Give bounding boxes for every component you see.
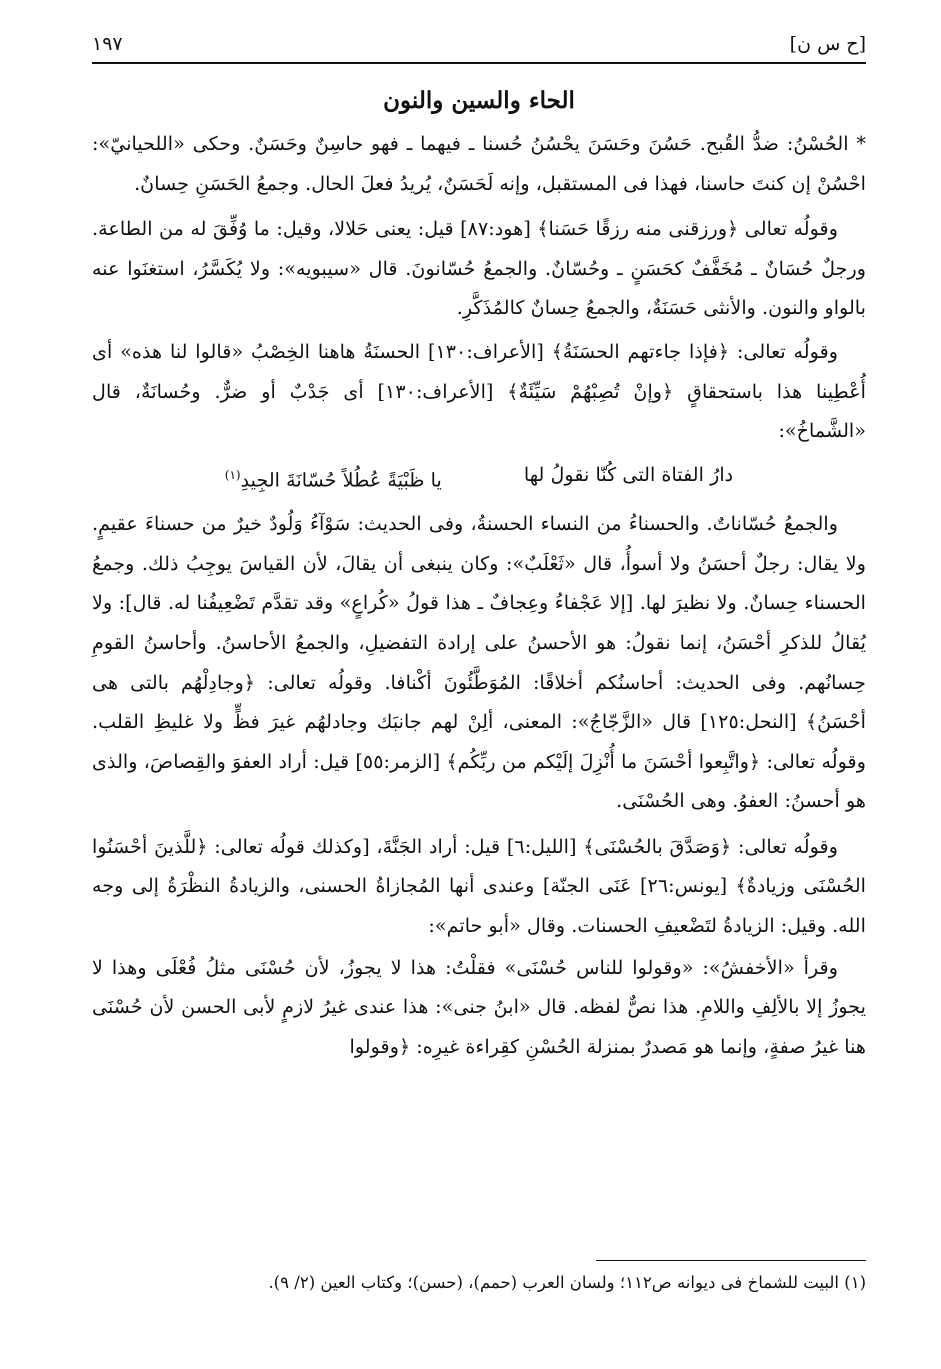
entry-title: الحاء والسين والنون: [383, 87, 575, 114]
paragraph: * الحُسْنُ: ضدُّ القُبح. حَسُنَ وحَسَنَ يحْسُنُ حُسنا ـ فيهما ـ فهو حاسِنٌ وحَسَنٌ. وحكى «اللحيانيّ»: احْسُنْ إن كنتَ حاسنا، فهذا فى المستقبل، وإنه لَحَسَنٌ، يُريدُ فعلَ الحال. وجمعُ الحَسَنِ حِسانٌ.: [92, 132, 866, 195]
running-head: [92, 24, 866, 56]
paragraph: وقولُه تعالى: ﴿فإذا جاءتهم الحسَنَةُ﴾ [الأعراف:١٣٠] الحسنَةُ هاهنا الخِصْبُ «قالوا لنا هذه» أى أُعْطِينا هذا باستحقاقٍ ﴿وإنْ تُصِبْهُمْ سَيِّئَةٌ﴾ [الأعراف:١٣٠] أى جَدْبٌ أو ضرٌّ. وحُسانَةٌ، قال «الشَّماخُ»:: [92, 339, 866, 443]
paragraph: وقرأ «الأخفشُ»: «وقولوا للناس حُسْنَى» فقلْتُ: هذا لا يجوزُ، لأن حُسْنَى مثلُ فُعْلَى وهذا لا يجوزُ إلا بالألِفِ واللامِ. هذا نصٌّ لفظه. قال «ابنُ جنى»: هذا عندى غيرُ لازمٍ لأبى الحسن لأن حُسْنَى هنا غيرُ صفةٍ، وإنما هو مَصدرٌ بمنزلة الحُسْنِ كقِراءة غيرِه: ﴿وقولوا: [92, 955, 866, 1058]
section-tag: [ح س ن]: [789, 33, 866, 55]
footnote-marker: (١): [224, 467, 241, 482]
verse-hemistich-first: دارُ الفتاة التى كُنّا نقولُ لها: [523, 462, 734, 486]
footnote-rule: [596, 1260, 866, 1261]
footnote: (١) البيت للشماخ فى ديوانه ص١١٢؛ ولسان العرب (حمم)، (حسن)؛ وكتاب العين (٢/ ٩).: [268, 1273, 866, 1292]
document-page: [92, 24, 866, 1354]
paragraph: والجمعُ حُسّاناتٌ. والحسناءُ من النساء الحسنةُ، وفى الحديث: سَوْآءُ وَلُودٌ خيرٌ من حسناءَ عقيمٍ. ولا يقال: رجلٌ أحسَنُ ولا أسوأُ، قال «ثَعْلَبٌ»: وكان ينبغى أن يقالَ، لأن القياسَ يوجِبُ ذلك. وجمعُ الحسناء حِسانٌ. ولا نظيرَ لها. [إلا عَجْفاءُ وعِجافٌ ـ هذا قولُ «كُراعٍ» وقد تقدَّم تَضْعِيفُنا له. قال]: ولا يُقالُ للذكرِ أحْسَنُ، إنما نقولُ: هو الأحسنُ على إرادة التفضيلِ، والجمعُ الأحاسنُ. وأحاسنُ القومِ حِسانُهم. وفى الحديث: أحاسنُكم أخلاقًا: المُوَطَّئُونَ أكْنافا. وقولُه تعالى: ﴿وجادِلْهُم بالتى هى أحْسَنُ﴾ [النحل:١٢٥] قال «الزَّجّاجُ»: المعنى، ألِنْ لهم جانبَك وجادلهُم غيرَ فظٍّ ولا غليظِ القلب. وقولُه تعالى: ﴿واتَّبِعوا أحْسَنَ ما أُنْزِلَ إلَيْكم من ربِّكُم﴾ [الزمر:٥٥] قيل: أراد العفوَ والقِصاصَ، والذى هو أحسنُ: العفوُ. وهى الحُسْنَى.: [92, 512, 866, 813]
paragraph: وقولُه تعالى ﴿ورزقنى منه رزقًا حَسَنا﴾ [هود:٨٧] قيل: يعنى حَلالا، وقيل: ما وُفِّقَ له من الطاعة. ورجلٌ حُسَانٌ ـ مُخَفَّفٌ كحَسَنٍ ـ وحُسّانٌ. والجمعُ حُسّانونَ. قال «سيبويه»: ولا يُكَسَّرُ، استغنَوا عنه بالواو والنون. والأنثى حَسَنَةٌ، والجمعُ حِسانٌ كالمُذَكَّرِ.: [92, 217, 866, 320]
body-text: [92, 124, 866, 1066]
paragraph: وقولُه تعالى: ﴿وَصَدَّقَ بالحُسْنَى﴾ [الليل:٦] قيل: أراد الجَنَّةَ، [وكذلك قولُه تعالى: ﴿للَّذينَ أحْسَنُوا الحُسْنَى وزيادةٌ﴾ [يونس:٢٦] عَنَى الجنّة] وعندى أنها المُجازاةُ الحسنى، والزيادةُ النظْرَةُ إلى وجه الله. وقيل: الزيادةُ لتَضْعيفِ الحسنات. وقال «أبو حاتم»:: [92, 834, 866, 938]
header-rule: [92, 62, 866, 64]
poetry-verse: [92, 455, 866, 500]
verse-hemistich-second: يا ظَبْيَةً عُطُلاً حُسّانَةَ الجِيدِ$^{(١)}$: [224, 467, 442, 492]
page-number: ١٩٧: [92, 33, 123, 55]
